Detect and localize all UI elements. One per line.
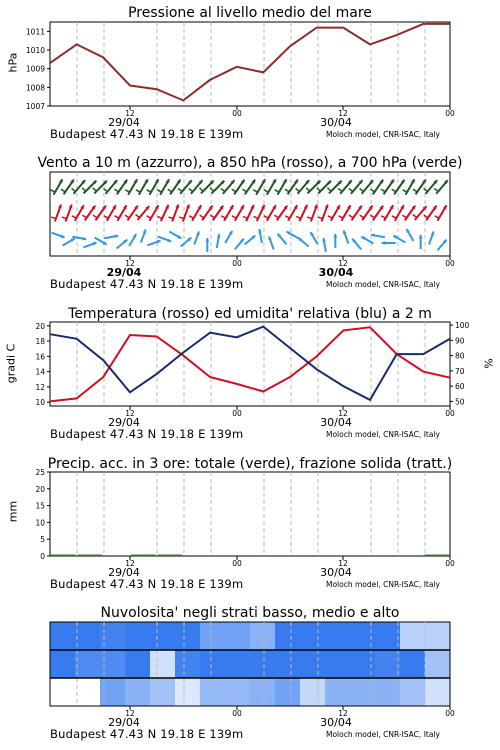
cloud-cell (350, 678, 376, 706)
wind-barb (61, 189, 65, 192)
cloud-cell (200, 650, 226, 678)
cloud-cell (300, 650, 326, 678)
precipitation-tick-label: 10 (35, 518, 45, 528)
precipitation-ylabel: mm (6, 500, 20, 523)
cloud-cell (400, 622, 426, 650)
wind-barb (168, 189, 172, 192)
wind-barb (104, 188, 108, 191)
precipitation-bar (424, 555, 449, 557)
cloud-cell (50, 678, 76, 706)
credit-line: Moloch model, CNR-ISAC, Italy (326, 130, 440, 139)
x-tick-label: 00 (445, 259, 455, 268)
wind-barb (360, 188, 364, 191)
credit-line: Moloch model, CNR-ISAC, Italy (326, 730, 440, 739)
cloud-cell (125, 622, 151, 650)
wind-barb (413, 214, 417, 217)
cloud-cell (150, 678, 176, 706)
humidity-tick-label: 70 (455, 366, 465, 376)
wind-barb (178, 188, 182, 191)
cloud-cell (400, 650, 426, 678)
wind-barb (125, 190, 129, 192)
humidity-ylabel: % (482, 358, 496, 369)
wind-barb (199, 188, 203, 191)
wind-barb (306, 188, 310, 191)
wind-barb (381, 189, 385, 192)
wind-barb (392, 216, 396, 218)
date-label: 30/04 (320, 566, 352, 579)
wind-barb (253, 190, 257, 192)
cloud-cell (250, 650, 276, 678)
cloud-cell (150, 622, 176, 650)
precipitation-bar (158, 555, 183, 557)
pressure-tick-label: 1010 (25, 46, 45, 55)
wind-barb (360, 215, 364, 218)
date-label: 29/04 (106, 266, 142, 279)
wind-arrow-head (333, 234, 337, 238)
cloud-cell (275, 650, 301, 678)
cloud-cell (375, 678, 401, 706)
pressure-ylabel: hPa (6, 52, 20, 73)
cloud-cell (300, 678, 326, 706)
x-tick-label: 12 (125, 709, 135, 718)
cloud-cell (250, 678, 276, 706)
wind-barb (136, 214, 140, 217)
wind-barb (82, 215, 86, 218)
wind-barb (82, 188, 86, 191)
precipitation-tick-label: 5 (40, 535, 45, 545)
x-tick-label: 12 (338, 409, 348, 418)
cloud-cell (225, 650, 251, 678)
cloud-cell (50, 622, 76, 650)
cloud-cell (350, 650, 376, 678)
date-label: 30/04 (320, 716, 352, 729)
humidity-tick-label: 90 (455, 336, 465, 346)
cloud-cell (325, 650, 351, 678)
cloud-cell (175, 678, 201, 706)
cloud-cell (125, 678, 151, 706)
x-tick-label: 00 (232, 259, 242, 268)
cloud-cell (225, 678, 251, 706)
precipitation-bar (131, 555, 156, 557)
cloud-cell (175, 650, 201, 678)
wind-barb (296, 216, 301, 218)
credit-line: Moloch model, CNR-ISAC, Italy (326, 430, 440, 439)
wind-barb (275, 190, 279, 192)
wind-barb (402, 215, 406, 218)
wind-barb (264, 216, 268, 218)
date-label: 29/04 (108, 566, 140, 579)
wind-barb (317, 188, 321, 191)
temperature-tick-label: 12 (35, 382, 45, 392)
wind-barb (221, 188, 225, 191)
cloud-cell (50, 650, 76, 678)
wind-barb (403, 190, 407, 192)
x-tick-label: 12 (125, 109, 135, 118)
cloud-cell (350, 622, 376, 650)
cloud-cell (400, 678, 426, 706)
pressure-tick-label: 1009 (25, 64, 45, 74)
date-label: 29/04 (108, 416, 140, 429)
x-tick-label: 12 (338, 259, 348, 268)
wind-barb (158, 216, 163, 218)
x-tick-label: 12 (338, 109, 348, 118)
cloud-cell (175, 622, 201, 650)
pressure-tick-label: 1008 (25, 83, 45, 93)
wind-barb (125, 215, 129, 218)
wind-barb (243, 216, 248, 218)
x-tick-label: 00 (445, 709, 455, 718)
precipitation-tick-label: 20 (35, 484, 45, 494)
wind-barb (147, 190, 151, 192)
wind-barb (169, 217, 174, 219)
precipitation-bar (51, 555, 76, 557)
cloud-cell (275, 622, 301, 650)
cloud-cell (200, 678, 226, 706)
x-tick-label: 00 (232, 709, 242, 718)
pressure-line (50, 24, 450, 101)
wind-barb (200, 215, 204, 218)
x-tick-label: 12 (125, 559, 135, 568)
wind-barb (413, 189, 417, 192)
wind-barb (189, 188, 193, 191)
x-tick-label: 00 (445, 409, 455, 418)
wind-barb (339, 216, 343, 218)
location-line: Budapest 47.43 N 19.18 E 139m (50, 277, 244, 291)
location-line: Budapest 47.43 N 19.18 E 139m (50, 577, 244, 591)
location-line: Budapest 47.43 N 19.18 E 139m (50, 427, 244, 441)
cloud-cell (250, 622, 276, 650)
wind-barb (254, 216, 259, 218)
wind-barb (435, 216, 439, 218)
wind-arrow-head (205, 238, 209, 242)
humidity-tick-label: 60 (455, 382, 465, 392)
cloud-cell (325, 678, 351, 706)
cloud-cell (425, 650, 451, 678)
x-tick-label: 00 (232, 109, 242, 118)
wind-barb (338, 188, 342, 191)
x-tick-label: 12 (338, 709, 348, 718)
wind-barb (157, 190, 161, 192)
cloud-cell (125, 650, 151, 678)
x-tick-label: 12 (125, 409, 135, 418)
wind-barb (179, 217, 184, 219)
wind-barb (264, 190, 268, 192)
wind-barb (285, 216, 289, 218)
pressure-tick-label: 1011 (25, 27, 45, 37)
precipitation-tick-label: 15 (35, 501, 45, 511)
x-tick-label: 00 (445, 109, 455, 118)
date-label: 30/04 (320, 116, 352, 129)
wind-barb (318, 217, 323, 219)
wind-barb (93, 215, 97, 218)
cloud-title: Nuvolosita' negli strati basso, medio e alto (100, 605, 400, 621)
cloud-cell (325, 622, 351, 650)
wind-barb (424, 215, 428, 218)
cloud-cell (75, 678, 101, 706)
wind-title: Vento a 10 m (azzurro), a 850 hPa (rosso), a 700 hPa (verde) (37, 155, 463, 171)
wind-barb (434, 188, 438, 191)
pressure-tick-label: 1007 (25, 102, 45, 111)
wind-barb (115, 216, 119, 218)
temperature-title: Temperatura (rosso) ed umidita' relativa (blu) a 2 m (68, 306, 432, 322)
wind-barb (232, 189, 236, 192)
cloud-cell (150, 650, 176, 678)
date-label: 29/04 (108, 116, 140, 129)
date-label: 30/04 (318, 266, 354, 279)
wind-barb (242, 189, 246, 192)
cloud-cell (75, 650, 101, 678)
humidity-tick-label: 80 (455, 351, 465, 361)
plot-frame (50, 472, 450, 556)
wind-barb (349, 188, 353, 191)
precipitation-title: Precip. acc. in 3 ore: totale (verde), frazione solida (tratt.) (47, 456, 453, 472)
x-tick-label: 12 (338, 559, 348, 568)
wind-barb (296, 188, 300, 191)
wind-arrow-head (382, 241, 386, 245)
cloud-cell (375, 622, 401, 650)
wind-barb (136, 190, 140, 192)
cloud-cell (375, 650, 401, 678)
wind-barb (93, 188, 97, 191)
credit-line: Moloch model, CNR-ISAC, Italy (326, 580, 440, 589)
cloud-cell (425, 622, 451, 650)
date-label: 29/04 (108, 716, 140, 729)
wind-barb (424, 188, 428, 191)
humidity-tick-label: 100 (455, 321, 470, 331)
wind-arrow-head (419, 235, 423, 239)
wind-barb (62, 217, 67, 219)
cloud-cell (75, 622, 101, 650)
wind-barb (307, 217, 312, 219)
wind-barb (370, 189, 374, 192)
cloud-cell (300, 622, 326, 650)
wind-barb (72, 188, 76, 191)
location-line: Budapest 47.43 N 19.18 E 139m (50, 127, 244, 141)
wind-barb (232, 216, 236, 218)
wind-barb (147, 216, 151, 218)
temperature-tick-label: 20 (35, 321, 45, 331)
precipitation-bar (78, 555, 103, 557)
humidity-tick-label: 50 (455, 397, 465, 407)
x-tick-label: 00 (445, 559, 455, 568)
wind-barb (274, 215, 278, 218)
x-tick-label: 00 (232, 409, 242, 418)
humidity-line (50, 327, 450, 400)
cloud-cell (200, 622, 226, 650)
wind-barb (349, 215, 353, 218)
wind-barb (285, 189, 289, 192)
wind-barb (189, 216, 193, 218)
temperature-tick-label: 10 (35, 398, 45, 408)
temperature-tick-label: 14 (35, 367, 45, 377)
x-tick-label: 00 (232, 559, 242, 568)
precipitation-tick-label: 25 (35, 468, 45, 477)
pressure-title: Pressione al livello medio del mare (128, 5, 372, 21)
wind-barb (51, 190, 55, 192)
wind-barb (381, 216, 385, 218)
location-line: Budapest 47.43 N 19.18 E 139m (50, 727, 244, 741)
wind-barb (221, 216, 225, 218)
credit-line: Moloch model, CNR-ISAC, Italy (326, 280, 440, 289)
date-label: 30/04 (320, 416, 352, 429)
cloud-cell (275, 678, 301, 706)
wind-barb (104, 216, 108, 218)
precipitation-tick-label: 0 (40, 552, 45, 561)
x-tick-label: 12 (125, 259, 135, 268)
wind-barb (51, 217, 56, 219)
cloud-cell (225, 622, 251, 650)
cloud-cell (425, 678, 451, 706)
wind-barb (328, 216, 332, 218)
wind-barb (392, 189, 396, 192)
temperature-tick-label: 18 (35, 337, 45, 347)
temperature-ylabel: gradi C (4, 343, 18, 384)
wind-barb (327, 188, 331, 191)
temperature-tick-label: 16 (35, 352, 45, 362)
wind-barb (72, 216, 76, 218)
wind-barb (114, 189, 118, 192)
